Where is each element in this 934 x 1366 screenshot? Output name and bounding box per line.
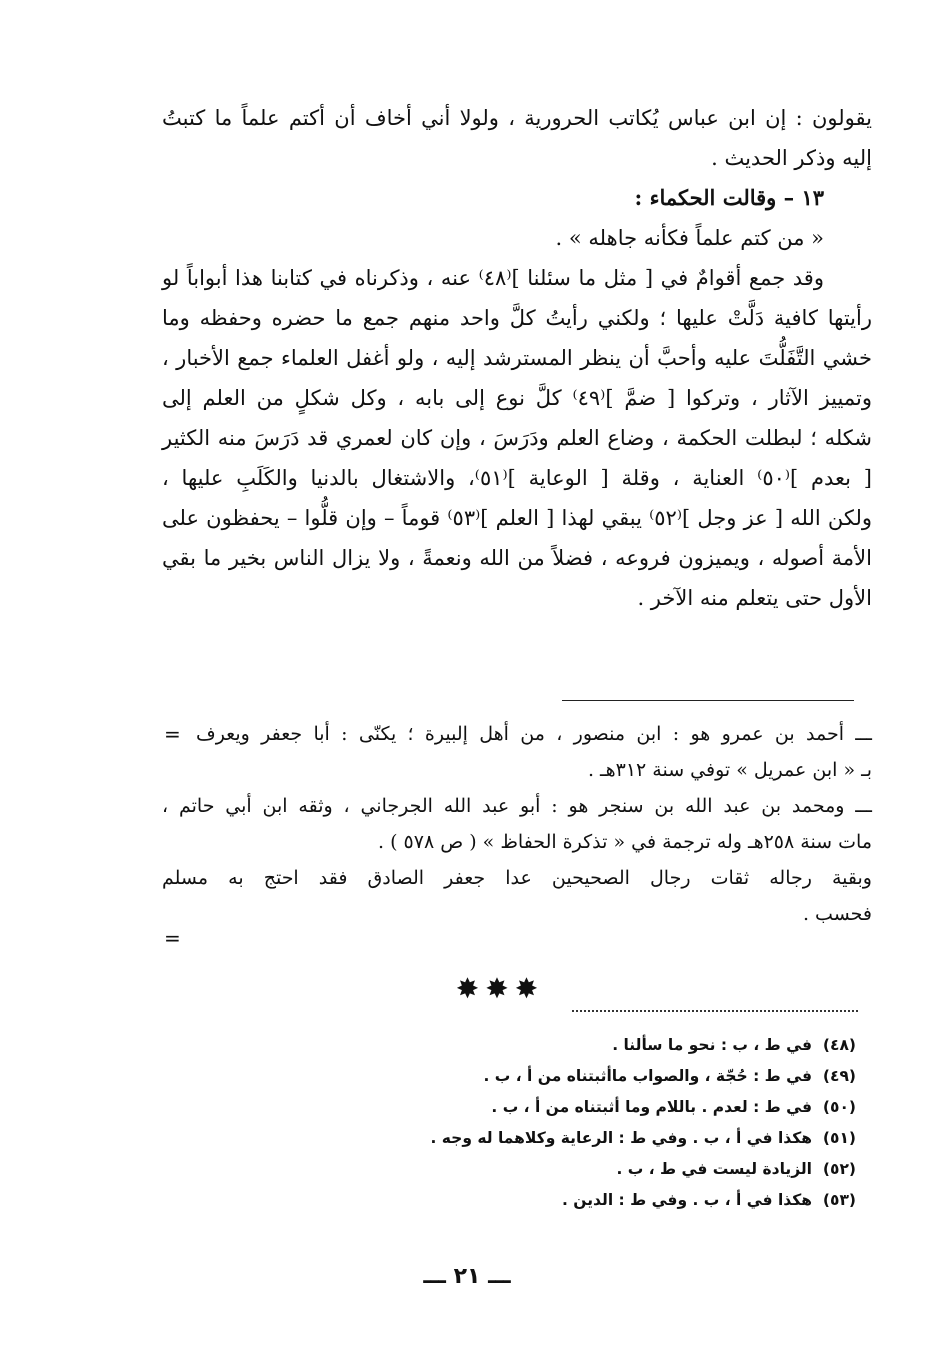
text-line: الأمة أصوله ، ويميزون فروعه ، فضلاً من الله ونعمةً ، ولا يزال الناس بخير ما بقي xyxy=(162,546,872,570)
footnote-divider xyxy=(572,1010,858,1012)
footnote-number: (٥٠) xyxy=(822,1098,856,1116)
footnote-text: في ط : حُجّة ، والصواب ماأثبتناه من أ ، ب . xyxy=(483,1067,812,1085)
footnote-text: الزيادة ليست في ط ، ب . xyxy=(616,1160,812,1178)
note-line: ـــ ومحمد بن عبد الله بن سنجر هو : أبو عبد الله الجرجاني ، وثقه ابن أبي حاتم ، xyxy=(162,795,872,817)
end-mark: = xyxy=(164,926,181,950)
text-line: ولكن الله [ عز وجل ]⁽٥٢⁾ يبقي لهذا [ العلم ]⁽٥٣⁾ قوماً – وإن قلُّوا – يحفظون على xyxy=(162,506,872,530)
note-line: بـ « ابن عمريل » توفي سنة ٣١٢هـ . xyxy=(587,759,872,781)
footnote-number: (٥٢) xyxy=(822,1160,856,1178)
text-line: شكله ؛ لبطلت الحكمة ، وضاع العلم ودَرَسَ ، وإن كان لعمري قد دَرَسَ منه الكثير xyxy=(162,426,872,450)
text-line: إليه وذكر الحديث . xyxy=(711,146,872,170)
footnote-item xyxy=(380,1123,856,1154)
note-line: مات سنة ٢٥٨هـ وله ترجمة في « تذكرة الحفاظ » ( ص ٥٧٨ ) . xyxy=(378,831,872,853)
text-line: [ بعدم ]⁽٥٠⁾ العناية ، وقلة [ الوعاية ]⁽٥١⁾، والاشتغال بالدنيا والكَلَبِ عليها ، xyxy=(162,466,872,490)
text-line: وتمييز الآثار ، وتركوا [ ضمَّ ]⁽٤٩⁾ كلَّ نوع إلى بابه ، وكل شكلٍ من العلم إلى xyxy=(162,386,872,410)
text-line: رأيتها كافية دَلَّتْ عليها ؛ ولكني رأيتُ كلَّ واحد منهم جمع ما حضره وحفظه وما xyxy=(162,306,872,330)
notes-divider xyxy=(562,700,854,701)
footnote-number: (٤٩) xyxy=(822,1067,856,1085)
footnotes xyxy=(380,1030,856,1216)
footnote-text: هكذا في أ ، ب . وفي ط : الرعاية وكلاهما له وجه . xyxy=(430,1129,812,1147)
footnote-item xyxy=(380,1154,856,1185)
page-number: ـــ ٢١ ـــ xyxy=(423,1264,511,1289)
footnote-number: (٥٣) xyxy=(822,1191,856,1209)
notes-block xyxy=(162,716,872,932)
note-line: فحسب . xyxy=(802,903,872,925)
footnote-item xyxy=(380,1185,856,1216)
footnote-item xyxy=(380,1030,856,1061)
footnote-text: في ط : لعدم . باللام وما أثبتناه من أ ، ب . xyxy=(491,1098,812,1116)
footnote-item xyxy=(380,1061,856,1092)
quote-line: « من كتم علماً فكأنه جاهله » . xyxy=(555,226,824,250)
main-text xyxy=(162,98,872,618)
footnote-item xyxy=(380,1092,856,1123)
text-line: الأول حتى يتعلم منه الآخر . xyxy=(637,586,872,610)
footnote-text: هكذا في أ ، ب . وفي ط : الدين . xyxy=(562,1191,812,1209)
section-heading: ١٣ – وقالت الحكماء : xyxy=(634,185,824,210)
footnote-number: (٥١) xyxy=(822,1129,856,1147)
note-line: ـــ أحمد بن عمرو هو : ابن منصور ، من أهل إلبيرة ؛ يكنّى : أبا جعفر ويعرف xyxy=(196,723,872,745)
footnote-text: في ط ، ب : نحو ما سألنا . xyxy=(612,1036,812,1054)
footnote-number: (٤٨) xyxy=(822,1036,856,1054)
separator-stars: ✸✸✸ xyxy=(455,972,545,1005)
continuation-mark: = xyxy=(164,722,181,746)
text-line: يقولون : إن ابن عباس يُكاتب الحرورية ، ولولا أني أخاف أن أكتم علماً ما كتبتُ xyxy=(162,106,872,130)
text-line: خشي التَّفَلُّتَ عليه وأحبَّ أن ينظر المسترشد إليه ، ولو أغفل العلماء جمع الأخبار ، xyxy=(162,346,872,370)
text-line: وقد جمع أقوامٌ في [ مثل ما سئلنا ]⁽٤٨⁾ عنه ، وذكرناه في كتابنا هذا أبواباً لو xyxy=(162,266,824,290)
note-line: وبقية رجاله ثقات رجال الصحيحين عدا جعفر الصادق فقد احتج به مسلم xyxy=(162,867,872,889)
